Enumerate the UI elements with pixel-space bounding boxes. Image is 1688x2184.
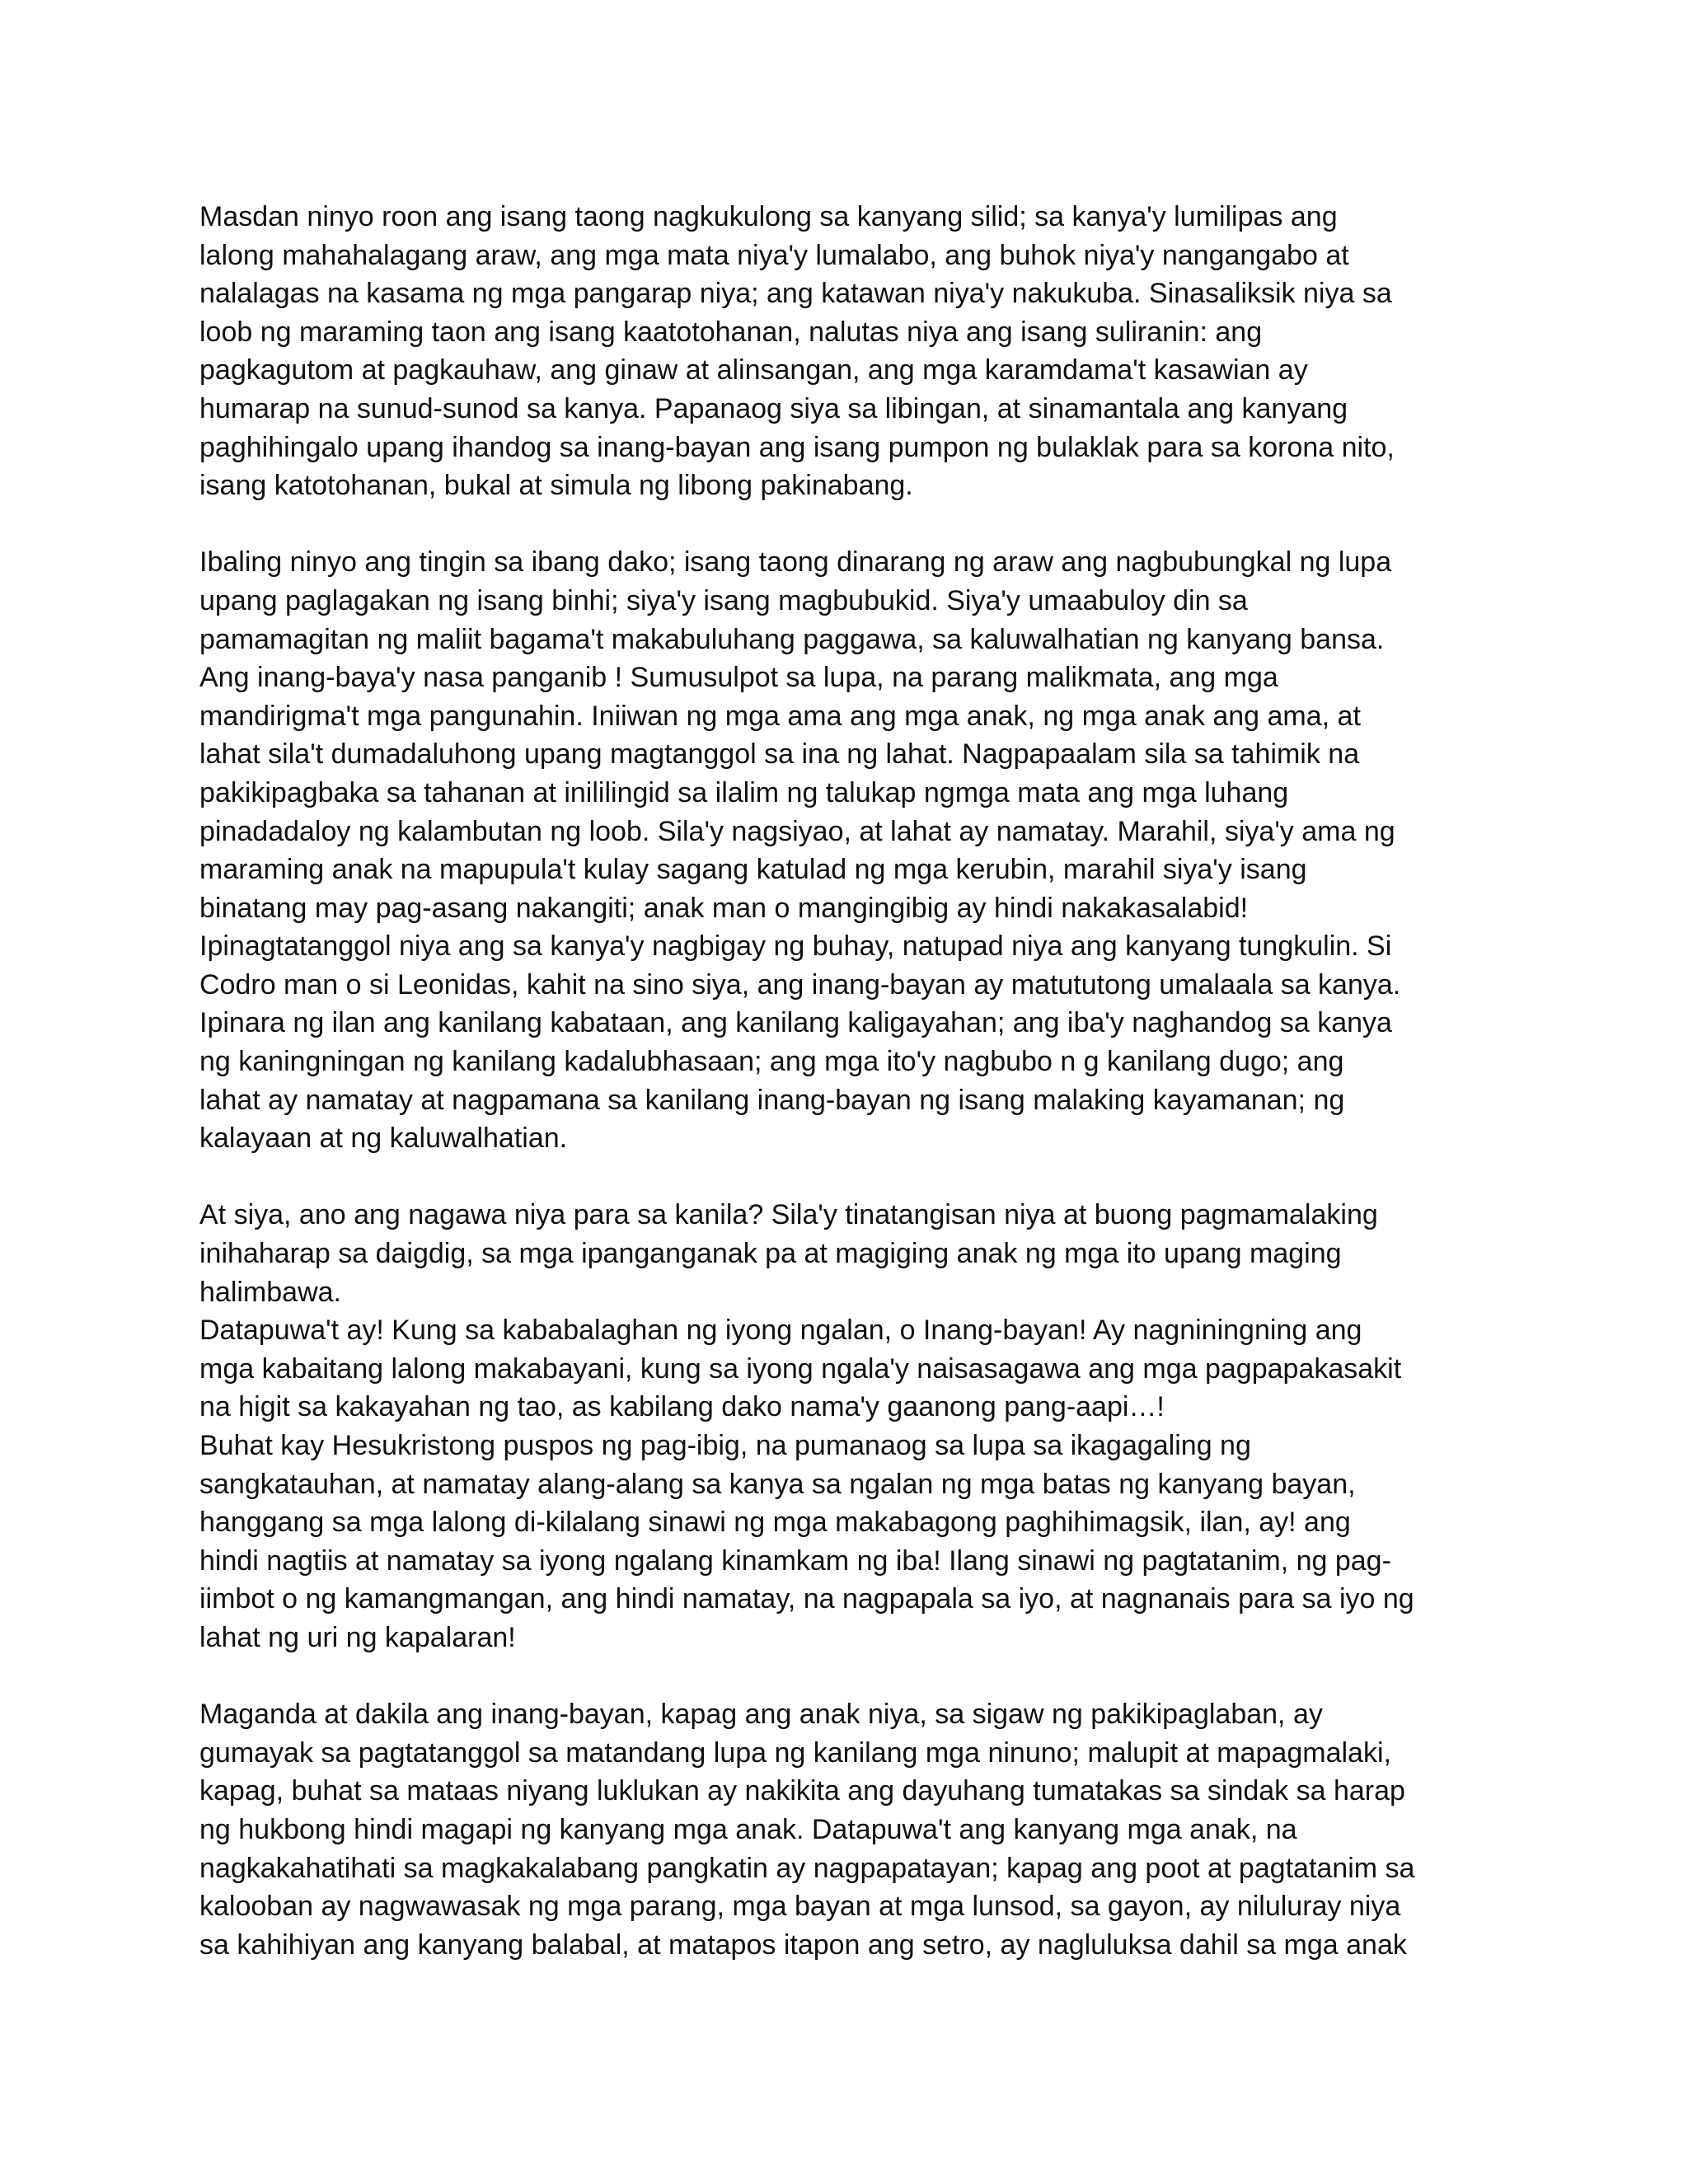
- text-line: Datapuwa't ay! Kung sa kababalaghan ng iyong ngalan, o Inang-bayan! Ay nagniningning ang: [199, 1315, 1362, 1347]
- paragraph-1: [199, 198, 1493, 505]
- text-line: loob ng maraming taon ang isang kaatotohanan, nalutas niya ang isang suliranin: ang: [199, 316, 1263, 348]
- text-line: upang paglagakan ng isang binhi; siya'y isang magbubukid. Siya'y umaabuloy din sa: [199, 584, 1248, 616]
- text-line: Ipinagtatanggol niya ang sa kanya'y nagbigay ng buhay, natupad niya ang kanyang tungkulin. Si: [199, 930, 1392, 963]
- text-line: lahat ng uri ng kapalaran!: [199, 1621, 516, 1653]
- text-line: pamamagitan ng maliit bagama't makabuluhang paggawa, sa kaluwalhatian ng kanyang bansa.: [199, 623, 1385, 655]
- text-line: Maganda at dakila ang inang-bayan, kapag ang anak niya, sa sigaw ng pakikipaglaban, ay: [199, 1699, 1323, 1731]
- text-line: kalayaan at ng kaluwalhatian.: [199, 1122, 568, 1155]
- paragraph-3: [199, 1196, 1493, 1657]
- text-line: hanggang sa mga lalong di-kilalang sinawi ng mga makabagong paghihimagsik, ilan, ay! ang: [199, 1507, 1351, 1539]
- text-line: mandirigma't mga pangunahin. Iniiwan ng mga ama ang mga anak, ng mga anak ang ama, at: [199, 700, 1361, 732]
- text-line: nalalagas na kasama ng mga pangarap niya; ang katawan niya'y nakukuba. Sinasaliksik niya sa: [199, 278, 1392, 310]
- document-body: [199, 198, 1493, 1964]
- text-line: inihaharap sa daigdig, sa mga ipanganganak pa at magiging anak ng mga ito upang maging: [199, 1238, 1342, 1270]
- text-line: ng hukbong hindi magapi ng kanyang mga anak. Datapuwa't ang kanyang mga anak, na: [199, 1813, 1297, 1845]
- text-line: pinadadaloy ng kalambutan ng loob. Sila'y nagsiyao, at lahat ay namatay. Marahil, siya'y ama ng: [199, 815, 1395, 847]
- text-line: Ang inang-baya'y nasa panganib ! Sumusulpot sa lupa, na parang malikmata, ang mga: [199, 662, 1278, 694]
- paragraph-4: [199, 1695, 1493, 1964]
- text-line: Codro man o si Leonidas, kahit na sino siya, ang inang-bayan ay matututong umalaala sa kanya.: [199, 968, 1401, 1001]
- text-line: lahat ay namatay at nagpamana sa kanilang inang-bayan ng isang malaking kayamanan; ng: [199, 1084, 1345, 1116]
- text-line: nagkakahatihati sa magkakalabang pangkatin ay nagpapatayan; kapag ang poot at pagtatanim sa: [199, 1852, 1415, 1884]
- text-line: hindi nagtiis at namatay sa iyong ngalang kinamkam ng iba! Ilang sinawi ng pagtatanim, ng pag-: [199, 1544, 1391, 1577]
- text-line: Ibaling ninyo ang tingin sa ibang dako; isang taong dinarang ng araw ang nagbubungkal ng lupa: [199, 546, 1392, 579]
- text-line: Buhat kay Hesukristong puspos ng pag-ibig, na pumanaog sa lupa sa ikagagaling ng: [199, 1430, 1251, 1461]
- text-line: lahat sila't dumadaluhong upang magtanggol sa ina ng lahat. Nagpapaalam sila sa tahimik na: [199, 738, 1360, 771]
- text-line: Ipinara ng ilan ang kanilang kabataan, ang kanilang kaligayahan; ang iba'y naghandog sa kanya: [199, 1007, 1392, 1039]
- text-line: sangkatauhan, at namatay alang-alang sa kanya sa ngalan ng mga batas ng kanyang bayan,: [199, 1468, 1356, 1500]
- text-line: iimbot o ng kamangmangan, ang hindi namatay, na nagpapala sa iyo, at nagnanais para sa iyo ng: [199, 1583, 1414, 1615]
- text-line: ng kaningningan ng kanilang kadalubhasaan; ang mga ito'y nagbubo n g kanilang dugo; ang: [199, 1046, 1344, 1078]
- text-line: lalong mahahalagang araw, ang mga mata niya'y lumalabo, ang buhok niya'y nangangabo at: [199, 239, 1349, 271]
- paragraph-2: [199, 543, 1493, 1158]
- text-line: sa kahihiyan ang kanyang balabal, at matapos itapon ang setro, ay nagluluksa dahil sa mga anak: [199, 1929, 1407, 1961]
- text-line: humarap na sunud-sunod sa kanya. Papanaog siya sa libingan, at sinamantala ang kanyang: [199, 392, 1348, 424]
- text-line: gumayak sa pagtatanggol sa matandang lupa ng kanilang mga ninuno; malupit at mapagmalaki,: [199, 1736, 1391, 1769]
- text-line: kalooban ay nagwawasak ng mga parang, mga bayan at mga lunsod, sa gayon, ay niluluray niya: [199, 1891, 1401, 1923]
- text-line: At siya, ano ang nagawa niya para sa kanila? Sila'y tinatangisan niya at buong pagmamalaking: [199, 1199, 1378, 1231]
- text-line: mga kabaitang lalong makabayani, kung sa iyong ngala'y naisasagawa ang mga pagpapakasakit: [199, 1352, 1402, 1385]
- text-line: pakikipagbaka sa tahanan at inililingid sa ilalim ng talukap ngmga mata ang mga luhang: [199, 776, 1289, 808]
- text-line: na higit sa kakayahan ng tao, as kabilang dako nama'y gaanong pang-aapi…!: [199, 1391, 1165, 1423]
- text-line: paghihingalo upang ihandog sa inang-bayan ang isang pumpon ng bulaklak para sa korona nito,: [199, 431, 1395, 463]
- text-line: isang katotohanan, bukal at simula ng libong pakinabang.: [199, 470, 913, 502]
- text-line: kapag, buhat sa mataas niyang luklukan ay nakikita ang dayuhang tumatakas sa sindak sa harap: [199, 1775, 1405, 1807]
- text-line: pagkagutom at pagkauhaw, ang ginaw at alinsangan, ang mga karamdama't kasawian ay: [199, 354, 1308, 387]
- text-line: Masdan ninyo roon ang isang taong nagkukulong sa kanyang silid; sa kanya'y lumilipas ang: [199, 201, 1338, 232]
- text-line: maraming anak na mapupula't kulay sagang katulad ng mga kerubin, marahil siya'y isang: [199, 854, 1307, 886]
- text-line: binatang may pag-asang nakangiti; anak man o mangingibig ay hindi nakakasalabid!: [199, 892, 1249, 924]
- text-line: halimbawa.: [199, 1276, 341, 1308]
